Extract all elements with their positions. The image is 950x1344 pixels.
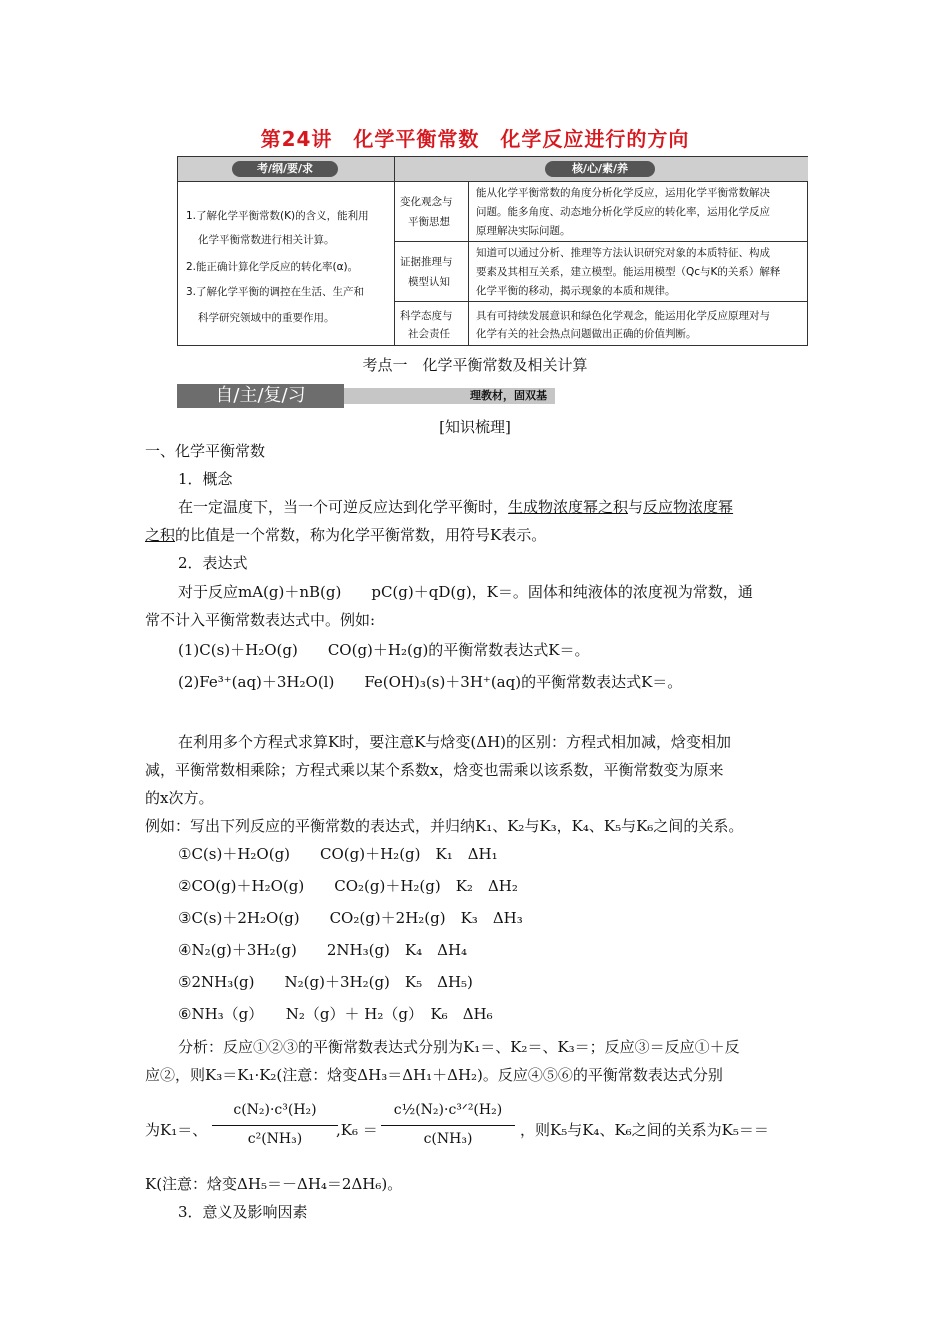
banner-left: 自/主/复/习 <box>177 384 344 408</box>
right-header: 核/心/素/养 <box>545 161 655 177</box>
fraction-bar <box>381 1125 515 1126</box>
right-header-bar <box>395 157 808 181</box>
literacy-name: 平衡思想 <box>408 216 450 228</box>
literacy-desc: 具有可持续发展意识和绿色化学观念，能运用化学反应原理对与 <box>476 310 770 322</box>
heading: 3．意义及影响因素 <box>178 1203 308 1221</box>
paragraph-line: ，则K₅与K₄、K₆之间的关系为K₅＝＝ <box>520 1121 769 1139</box>
paragraph-line: 例如：写出下列反应的平衡常数的表达式，并归纳K₁、K₂与K₃，K₄、K₅与K₆之间的关系。 <box>145 817 744 835</box>
reaction-line: ②CO(g)＋H₂O(g) CO₂(g)＋H₂(g) K₂ ΔH₂ <box>178 877 518 895</box>
paragraph-line: 的x次方。 <box>145 789 214 807</box>
section-title: 考点一 化学平衡常数及相关计算 <box>362 356 588 374</box>
fraction-numerator: c(N₂)·c³(H₂) <box>233 1102 317 1118</box>
heading: 一、化学平衡常数 <box>145 442 266 460</box>
fraction-denominator: c(NH₃) <box>423 1131 473 1147</box>
paragraph-line: 在一定温度下，当一个可逆反应达到化学平衡时，生成物浓度幂之积与反应物浓度幂 <box>178 498 734 516</box>
equation-line: (1)C(s)＋H₂O(g) CO(g)＋H₂(g)的平衡常数表达式K＝。 <box>178 641 590 659</box>
requirement-line: 科学研究领域中的重要作用。 <box>198 312 335 324</box>
paragraph-line: 为K₁＝、 <box>145 1121 208 1139</box>
paragraph-line: 之积的比值是一个常数，称为化学平衡常数，用符号K表示。 <box>145 526 547 544</box>
literacy-name: 模型认知 <box>408 276 450 288</box>
paragraph-line: 减，平衡常数相乘除；方程式乘以某个系数x，焓变也需乘以该系数，平衡常数变为原来 <box>145 761 724 779</box>
page-title: 第24讲 化学平衡常数 化学反应进行的方向 <box>260 127 690 151</box>
self-review-banner <box>177 384 555 408</box>
paragraph-line: 对于反应mA(g)＋nB(g) pC(g)＋qD(g)，K＝。固体和纯液体的浓度视为常数，通 <box>178 583 753 601</box>
requirement-line: 2.能正确计算化学反应的转化率(α)。 <box>186 261 359 273</box>
literacy-name: 科学态度与 <box>400 310 453 322</box>
literacy-desc: 知道可以通过分析、推理等方法认识研究对象的本质特征、构成 <box>476 247 770 259</box>
subheading: [知识梳理] <box>439 418 511 436</box>
fraction-numerator: c½(N₂)·c³ᐟ²(H₂) <box>393 1102 503 1118</box>
paragraph-line: 在利用多个方程式求算K时，要注意K与焓变(ΔH)的区别：方程式相加减，焓变相加 <box>178 733 732 751</box>
fraction-denominator: c²(NH₃) <box>247 1131 303 1147</box>
literacy-name: 证据推理与 <box>400 256 453 268</box>
requirement-line: 3.了解化学平衡的调控在生活、生产和 <box>186 286 365 298</box>
reaction-line: ⑤2NH₃(g) N₂(g)＋3H₂(g) K₅ ΔH₅) <box>178 973 473 991</box>
requirement-line: 化学平衡常数进行相关计算。 <box>198 234 335 246</box>
paragraph-line: K(注意：焓变ΔH₅＝－ΔH₄＝2ΔH₆)。 <box>145 1175 403 1193</box>
literacy-desc: 化学平衡的移动，揭示现象的本质和规律。 <box>476 285 676 297</box>
banner-right: 理教材，固双基 <box>344 388 555 404</box>
literacy-name: 变化观念与 <box>400 196 453 208</box>
left-header-bar <box>178 157 394 181</box>
literacy-desc: 原理解决实际问题。 <box>476 225 571 237</box>
left-header: 考/纲/要/求 <box>232 161 338 177</box>
paragraph-line: 分析：反应①②③的平衡常数表达式分别为K₁＝、K₂＝、K₃＝；反应③＝反应①＋反 <box>178 1038 740 1056</box>
literacy-desc: 能从化学平衡常数的角度分析化学反应，运用化学平衡常数解决 <box>476 187 770 199</box>
paragraph-line: 常不计入平衡常数表达式中。例如: <box>145 611 376 629</box>
literacy-name: 社会责任 <box>408 328 450 340</box>
literacy-desc: 要素及其相互关系，建立模型。能运用模型（Qc与K的关系）解释 <box>476 266 781 278</box>
requirement-line: 1.了解化学平衡常数(K)的含义，能利用 <box>186 210 369 222</box>
literacy-desc: 化学有关的社会热点问题做出正确的价值判断。 <box>476 328 697 340</box>
literacy-desc: 问题。能多角度、动态地分析化学反应的转化率，运用化学反应 <box>476 206 770 218</box>
reaction-line: ③C(s)＋2H₂O(g) CO₂(g)＋2H₂(g) K₃ ΔH₃ <box>178 909 523 927</box>
reaction-line: ⑥NH₃（g） N₂（g）＋ H₂（g） K₆ ΔH₆ <box>178 1005 493 1023</box>
paragraph-line: 应②，则K₃＝K₁·K₂(注意：焓变ΔH₃＝ΔH₁＋ΔH₂)。反应④⑤⑥的平衡常数表达式分别 <box>145 1066 723 1084</box>
heading: 2．表达式 <box>178 554 248 572</box>
reaction-line: ④N₂(g)＋3H₂(g) 2NH₃(g) K₄ ΔH₄ <box>178 941 468 959</box>
equation-line: (2)Fe³⁺(aq)＋3H₂O(l) Fe(OH)₃(s)＋3H⁺(aq)的平衡常数表达式K＝。 <box>178 673 683 691</box>
heading: 1．概念 <box>178 470 233 488</box>
fraction-bar <box>212 1125 338 1126</box>
objectives-table <box>177 156 808 346</box>
paragraph-line: ,K₆ ＝ <box>336 1121 378 1139</box>
reaction-line: ①C(s)＋H₂O(g) CO(g)＋H₂(g) K₁ ΔH₁ <box>178 845 498 863</box>
